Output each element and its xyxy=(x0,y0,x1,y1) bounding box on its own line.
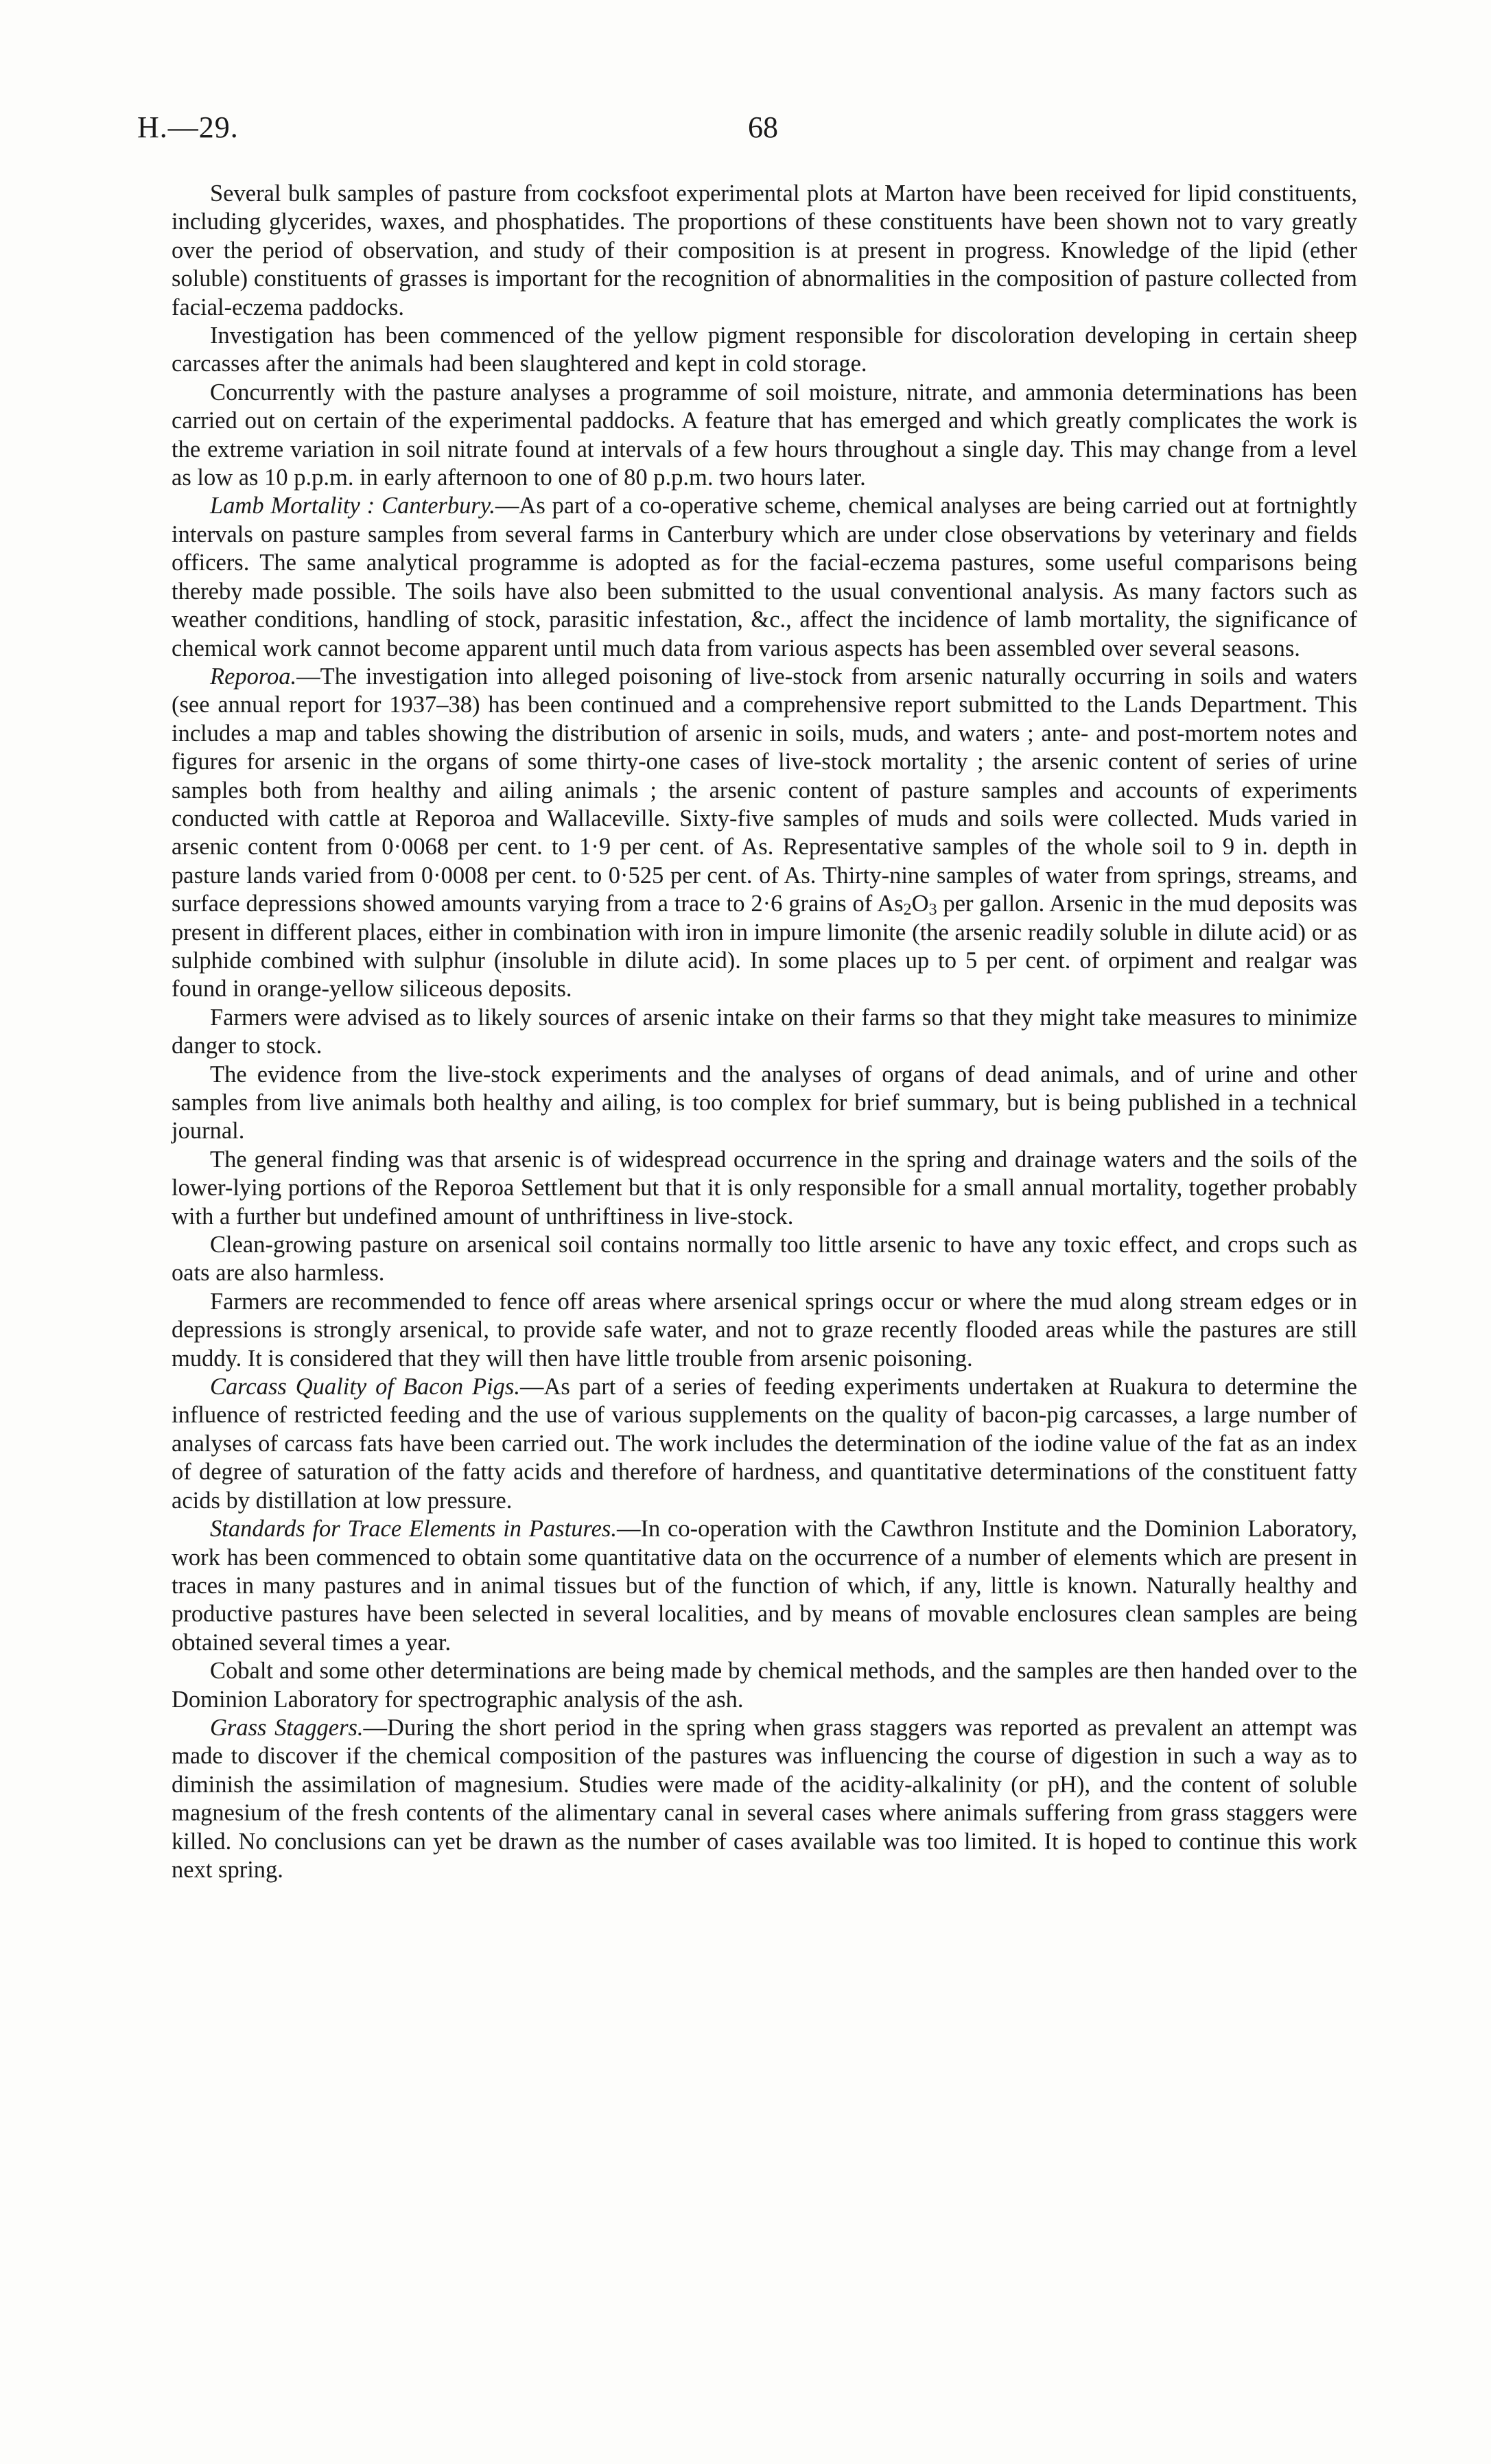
paragraph-lamb-mortality: Lamb Mortality : Canterbury.—As part of a co-operative scheme, chemical analyses are being carried out at fortnightly intervals on pasture samples from several farms in Canterbury which are under close observations by veterinary and fields officers. The same analytical programme is adopted as for the facial-eczema pastures, some useful comparisons being thereby made possible. The soils have also been submitted to the usual conventional analysis. As many factors such as weather conditions, handling of stock, parasitic infestation, &c., affect the incidence of lamb mortality, the significance of chemical work cannot become apparent until much data from various aspects has been assembled over several seasons. xyxy=(172,493,1357,661)
paragraph-trace-elements: Standards for Trace Elements in Pastures.—In co-operation with the Cawthron Institute and the Dominion Laboratory, work has been commenced to obtain some quantitative data on the occurrence of a number of elements which are present in traces in many pastures and in animal tissues but of the function of which, if any, little is known. Naturally healthy and productive pastures have been selected in several localities, and by means of movable enclosures clean samples are being obtained several times a year. xyxy=(172,1516,1357,1656)
paragraph-soil-nitrate: Concurrently with the pasture analyses a programme of soil moisture, nitrate, and ammonia determinations has been carried out on certain of the experimental paddocks. A feature that has emerged and which greatly complicates the work is the extreme variation in soil nitrate found at intervals of a few hours throughout a single day. This may change from a level as low as 10 p.p.m. in early afternoon to one of 80 p.p.m. two hours later. xyxy=(172,379,1357,491)
paragraph-grass-staggers: Grass Staggers.—During the short period in the spring when grass staggers was reported as prevalent an attempt was made to discover if the chemical composition of the pastures was influencing the course of digestion in such a way as to diminish the assimilation of magnesium. Studies were made of the acidity-alkalinity (or pH), and the content of soluble magnesium of the fresh contents of the alimentary canal in several cases where animals suffering from grass staggers were killed. No conclusions can yet be drawn as the number of cases available was too limited. It is hoped to continue this work next spring. xyxy=(172,1714,1357,1883)
page-number: 68 xyxy=(748,110,778,144)
paragraph-clean-growing-pasture: Clean-growing pasture on arsenical soil contains normally too little arsenic to have any toxic effect, and crops such as oats are also harmless. xyxy=(172,1232,1357,1287)
paragraph-fence-recommendation: Farmers are recommended to fence off areas where arsenical springs occur or where the mud along stream edges or in depressions is strongly arsenical, to provide safe water, and not to graze recently flooded areas while the pastures are still muddy. It is considered that they will then have little trouble from arsenic poisoning. xyxy=(172,1288,1357,1372)
document-reference: H.—29. xyxy=(137,110,239,144)
chemical-formula: $As_2O_3$ xyxy=(877,891,937,919)
paragraph-farmers-advised: Farmers were advised as to likely sources of arsenic intake on their farms so that they might take measures to minimize danger to stock. xyxy=(172,1004,1357,1059)
section-heading-lamb-mortality: Lamb Mortality : Canterbury. xyxy=(210,493,495,519)
section-heading-bacon-pigs: Carcass Quality of Bacon Pigs. xyxy=(210,1374,520,1400)
paragraph-reporoa: Reporoa.—The investigation into alleged poisoning of live-stock from arsenic naturally occurring in soils and waters (see annual report for 1937–38) has been continued and a comprehensive report submitted to the Lands Department. This includes a map and tables showing the distribution of arsenic in soils, muds, and waters ; ante- and post-mortem notes and figures for arsenic in the organs of some thirty-one cases of live-stock mortality ; the arsenic content of series of urine samples both from healthy and ailing animals ; the arsenic content of pasture samples and accounts of experiments conducted with cattle at Reporoa and Wallaceville. Sixty-five samples of muds and soils were collected. Muds varied in arsenic content from 0·0068 per cent. to 1·9 per cent. of As. Representative samples of the whole soil to 9 in. depth in pasture lands varied from 0·0008 per cent. to 0·525 per cent. of As. Thirty-nine samples of water from springs, streams, and surface depressions showed amounts varying from a trace to 2·6 grains of $As_2O_3$ per gallon. Arsenic in the mud deposits was present in different places, either in combination with iron in impure limonite (the arsenic readily soluble in dilute acid) or as sulphide combined with sulphur (insoluble in dilute acid). In some places up to 5 per cent. of orpiment and realgar was found in orange-yellow siliceous deposits. xyxy=(172,663,1357,1002)
paragraph-cobalt: Cobalt and some other determinations are being made by chemical methods, and the samples are then handed over to the Dominion Laboratory for spectrographic analysis of the ash. xyxy=(172,1658,1357,1713)
body-text xyxy=(172,180,1357,1884)
section-heading-grass-staggers: Grass Staggers. xyxy=(210,1714,364,1741)
section-heading-trace-elements: Standards for Trace Elements in Pastures. xyxy=(210,1516,617,1542)
paragraph-evidence: The evidence from the live-stock experiments and the analyses of organs of dead animals, and of urine and other samples from live animals both healthy and ailing, is too complex for brief summary, but is being published in a technical journal. xyxy=(172,1061,1357,1145)
paragraph-general-finding: The general finding was that arsenic is of widespread occurrence in the spring and drainage waters and the soils of the lower-lying portions of the Reporoa Settlement but that it is only responsible for a small annual mortality, together probably with a further but undefined amount of unthriftiness in live-stock. xyxy=(172,1146,1357,1230)
section-heading-reporoa: Reporoa. xyxy=(210,663,297,690)
paragraph-bacon-pigs: Carcass Quality of Bacon Pigs.—As part of a series of feeding experiments undertaken at Ruakura to determine the influence of restricted feeding and the use of various supplements on the quality of bacon-pig carcasses, a large number of analyses of carcass fats have been carried out. The work includes the determination of the iodine value of the fat as an index of degree of saturation of the fatty acids and therefore of hardness, and quantitative determinations of the constituent fatty acids by distillation at low pressure. xyxy=(172,1374,1357,1514)
page-header xyxy=(137,110,1359,158)
paragraph-yellow-pigment: Investigation has been commenced of the yellow pigment responsible for discoloration developing in certain sheep carcasses after the animals had been slaughtered and kept in cold storage. xyxy=(172,322,1357,377)
paragraph-lipid-constituents: Several bulk samples of pasture from cocksfoot experimental plots at Marton have been received for lipid constituents, including glycerides, waxes, and phosphatides. The proportions of these constituents have been shown not to vary greatly over the period of observation, and study of their composition is at present in progress. Knowledge of the lipid (ether soluble) constituents of grasses is important for the recognition of abnormalities in the composition of pasture collected from facial-eczema paddocks. xyxy=(172,180,1357,320)
